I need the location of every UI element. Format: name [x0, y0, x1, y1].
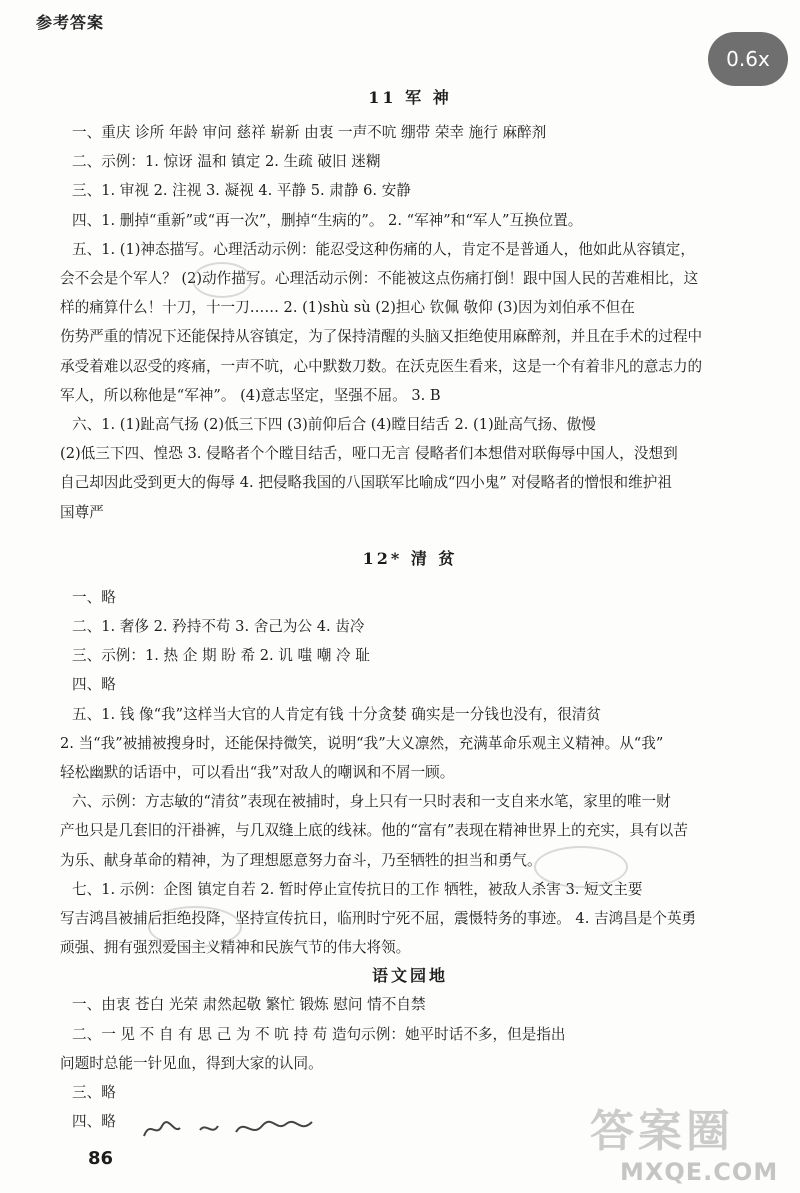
lesson-11-line: 军人，所以称他是“军神”。 (4)意志坚定，坚强不屈。 3. B — [60, 386, 441, 404]
garden-line: 二、一 见 不 自 有 思 己 为 不 吭 持 苟 造句示例：她平时话不多，但是指出 — [72, 1025, 566, 1043]
lesson-12-line: 四、略 — [72, 676, 116, 694]
lesson-11-line: 二、示例：1. 惊讶 温和 镇定 2. 生疏 破旧 迷糊 — [72, 153, 381, 171]
lesson-11-line: 一、重庆 诊所 年龄 审问 慈祥 崭新 由衷 一声不吭 绷带 荣幸 施行 麻醉剂 — [72, 124, 547, 141]
lesson-11-line: 四、1. 删掉“重新”或“再一次”，删掉“生病的”。 2. “军神”和“军人”互换位置。 — [72, 211, 583, 229]
lesson-12-line: 2. 当“我”被捕被搜身时，还能保持微笑，说明“我”大义凛然，充满革命乐观主义精神。从“我” — [60, 734, 664, 752]
lesson-11-line: 会不会是个军人？ (2)动作描写。心理活动示例：不能被这点伤痛打倒！跟中国人民的苦难相比，这 — [60, 270, 699, 288]
lesson-11-line: 国尊严 — [60, 503, 104, 521]
watermark-stamp — [192, 262, 252, 298]
lesson-12-line: 写吉鸿昌被捕后拒绝投降，坚持宣传抗日，临刑时宁死不屈，震慑特务的事迹。 4. 吉鸿昌是个英勇 — [60, 910, 697, 928]
lesson-11-line: 六、1. (1)趾高气扬 (2)低三下四 (3)前仰后合 (4)瞠目结舌 2. (1)趾高气扬、傲慢 — [72, 416, 596, 434]
handwritten-scribble — [140, 1112, 320, 1142]
garden-title: 语文园地 — [371, 966, 448, 986]
page-number: 86 — [88, 1148, 114, 1169]
content-area — [60, 84, 760, 1137]
lesson-12-line: 六、示例：方志敏的“清贫”表现在被捕时，身上只有一只时表和一支自来水笔，家里的唯一财 — [72, 793, 671, 811]
lesson-12-line: 产也只是几套旧的汗褂裤，与几双缝上底的线袜。他的“富有”表现在精神世界上的充实，具有以苦 — [60, 822, 688, 840]
garden-line: 三、略 — [72, 1084, 116, 1102]
watermark — [560, 1100, 800, 1193]
svg-text:MXQE.COM: MXQE.COM — [620, 1158, 779, 1186]
lesson-12-line: 为乐、献身革命的精神，为了理想愿意努力奋斗，乃至牺牲的担当和勇气。 — [60, 851, 542, 869]
lesson-11-line: 五、1. (1)神态描写。心理活动示例：能忍受这种伤痛的人，肯定不是普通人，他如此从容镇定， — [72, 240, 695, 258]
lesson-12-line: 五、1. 钱 像“我”这样当大官的人肯定有钱 十分贪婪 确实是一分钱也没有，很清贫 — [72, 705, 601, 723]
lesson-12-title: 12* 清 贫 — [362, 548, 458, 568]
lesson-11-title: 11 军 神 — [368, 88, 452, 107]
watermark-url — [620, 1156, 790, 1192]
lesson-12-line: 七、1. 示例：企图 镇定自若 2. 暂时停止宣传抗日的工作 牺牲，被敌人杀害 3. 短文主要 — [72, 880, 643, 898]
header-label: 参考答案 — [36, 13, 105, 32]
lesson-12-line: 二、1. 奢侈 2. 矜持不苟 3. 舍己为公 4. 齿冷 — [72, 618, 365, 636]
garden-line: 四、略 — [72, 1113, 116, 1131]
lesson-11-line: 自己却因此受到更大的侮辱 4. 把侵略我国的八国联军比喻成“四小鬼” 对侵略者的憎恨和维护祖 — [60, 474, 672, 492]
lesson-12-line: 轻松幽默的话语中，可以看出“我”对敌人的嘲讽和不屑一顾。 — [60, 764, 455, 782]
svg-text:答案圈: 答案圈 — [590, 1106, 734, 1156]
lesson-11-line: 伤势严重的情况下还能保持从容镇定，为了保持清醒的头脑又拒绝使用麻醉剂，并且在手术的过程中 — [60, 328, 703, 346]
lesson-11-line: 承受着难以忍受的疼痛，一声不吭，心中默数刀数。在沃克医生看来，这是一个有着非凡的意志力的 — [60, 357, 703, 375]
lesson-11-line: 三、1. 审视 2. 注视 3. 凝视 4. 平静 5. 肃静 6. 安静 — [72, 182, 411, 200]
lesson-11-line: (2)低三下四、惶恐 3. 侵略者个个瞠目结舌，哑口无言 侵略者们本想借对联侮辱中国人，没想到 — [60, 445, 678, 463]
garden-line: 一、由衷 苍白 光荣 肃然起敬 繁忙 锻炼 慰问 情不自禁 — [72, 996, 426, 1014]
lesson-12-line: 顽强、拥有强烈爱国主义精神和民族气节的伟大将领。 — [60, 939, 411, 957]
lesson-12-line: 三、示例：1. 热 企 期 盼 希 2. 讥 嗤 嘲 冷 耻 — [72, 647, 370, 665]
lesson-11-line: 样的痛算什么！十刀，十一刀…… 2. (1)shù sù (2)担心 钦佩 敬仰 (3)因为刘伯承不但在 — [60, 299, 635, 317]
watermark-stamp — [148, 906, 242, 948]
garden-line: 问题时总能一针见血，得到大家的认同。 — [60, 1054, 323, 1072]
watermark-stamp — [534, 846, 628, 888]
lesson-12-line: 一、略 — [72, 588, 116, 606]
zoom-level-badge[interactable]: 0.6x — [708, 32, 788, 86]
